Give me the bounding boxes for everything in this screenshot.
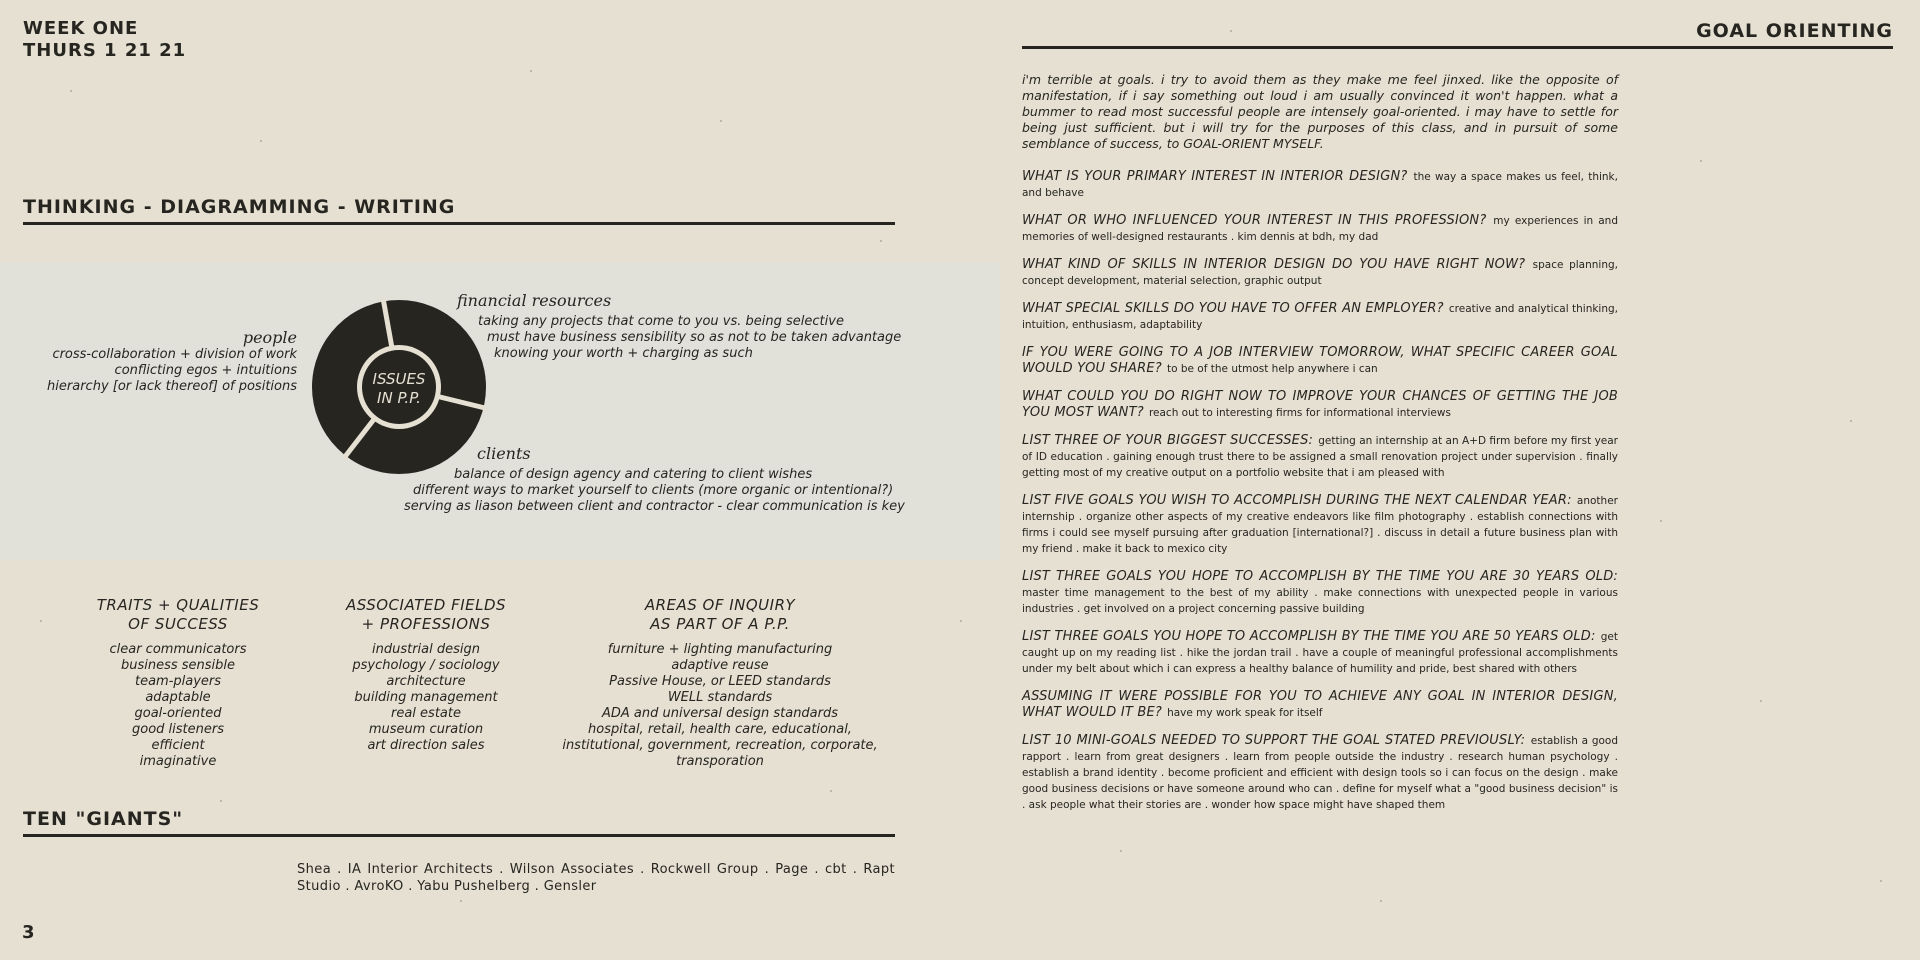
question: WHAT KIND OF SKILLS IN INTERIOR DESIGN DO YOU HAVE RIGHT NOW? — [1022, 257, 1526, 272]
answer: establish a good rapport . learn from great designers . learn from people outside the industry . research human psychology . establish a brand identity . become proficient and efficient with design tools so i can focus on the design . make good business decisions or have someone around who can . define for myself what a "good business decision" is . ask people what their stories are . wonder how space might have shaped them — [1022, 735, 1618, 811]
column-traits-title-2: OF SUCCESS — [128, 615, 228, 633]
list-item: good listeners — [132, 722, 224, 737]
goal-orienting-content — [1022, 72, 1618, 824]
people-group — [47, 328, 297, 395]
qa-item — [1022, 344, 1618, 376]
clients-heading: clients — [477, 444, 531, 463]
list-item: WELL standards — [667, 690, 773, 705]
list-item: efficient — [151, 738, 205, 753]
qa-item — [1022, 688, 1618, 720]
qa-item — [1022, 732, 1618, 812]
giants-text: Shea . IA Interior Architects . Wilson Associates . Rockwell Group . Page . cbt . Rapt Studio . AvroKO . Yabu Pushelberg . Gensler — [297, 862, 895, 894]
list-item: hospital, retail, health care, educational, — [588, 722, 852, 737]
list-item: team-players — [134, 674, 222, 689]
question: ASSUMING IT WERE POSSIBLE FOR YOU TO ACHIEVE ANY GOAL IN INTERIOR DESIGN, WHAT WOULD IT BE? — [1022, 689, 1618, 720]
qa-item — [1022, 168, 1618, 200]
financial-line-2: must have business sensibility so as not to be taken advantage — [487, 330, 902, 345]
list-item: architecture — [386, 674, 466, 689]
qa-item — [1022, 432, 1618, 480]
clients-line-1: balance of design agency and catering to client wishes — [454, 467, 813, 482]
donut-center-line2: IN P.P. — [377, 389, 421, 407]
clients-line-2: different ways to market yourself to clients (more organic or intentional?) — [413, 483, 894, 498]
question: WHAT OR WHO INFLUENCED YOUR INTEREST IN THIS PROFESSION? — [1022, 213, 1487, 228]
goal-orienting-rule — [1022, 46, 1893, 49]
list-item: museum curation — [368, 722, 484, 737]
list-item: Passive House, or LEED standards — [609, 674, 831, 689]
column-fields-title-2: + PROFESSIONS — [361, 615, 491, 633]
donut-center-line1: ISSUES — [372, 370, 426, 388]
answer: another internship . organize other aspects of my creative endeavors like film photography . establish connections with firms i could see myself pursuing after graduation [international?] . discuss in detail a future business plan with my friend . make it back to mexico city — [1022, 495, 1618, 555]
question: LIST THREE GOALS YOU HOPE TO ACCOMPLISH BY THE TIME YOU ARE 30 YEARS OLD: — [1022, 569, 1618, 584]
column-fields-title — [326, 596, 526, 634]
question: WHAT COULD YOU DO RIGHT NOW TO IMPROVE YOUR CHANCES OF GETTING THE JOB YOU MOST WANT? — [1022, 389, 1618, 420]
qa-item — [1022, 492, 1618, 556]
answer: getting an internship at an A+D firm before my first year of ID education . gaining enough trust there to be assigned a small renovation project under supervision . finally getting most of my creative output on a portfolio website that i am pleased with — [1022, 435, 1618, 479]
section-title: THINKING - DIAGRAMMING - WRITING — [23, 196, 456, 218]
week-text: WEEK ONE — [23, 18, 139, 39]
list-item: institutional, government, recreation, corporate, — [562, 738, 878, 753]
column-traits — [78, 596, 278, 770]
question: WHAT IS YOUR PRIMARY INTEREST IN INTERIOR DESIGN? — [1022, 169, 1408, 184]
column-inquiry-list — [560, 642, 880, 770]
list-item: real estate — [391, 706, 461, 721]
list-item: art direction sales — [367, 738, 485, 753]
column-inquiry-title — [560, 596, 880, 634]
column-inquiry — [560, 596, 880, 770]
issues-donut-diagram — [308, 296, 490, 478]
question: IF YOU WERE GOING TO A JOB INTERVIEW TOMORROW, WHAT SPECIFIC CAREER GOAL WOULD YOU SHARE? — [1022, 345, 1618, 376]
people-heading: people — [242, 328, 297, 347]
intro-paragraph: i'm terrible at goals. i try to avoid them as they make me feel jinxed. like the opposite of manifestation, if i say something out loud i am usually convinced it won't happen. what a bummer to read most successful people are intensely goal-oriented. i may have to settle for being just sufficient. but i will try for the purposes of this class, and in pursuit of some semblance of success, to GOAL-ORIENT MYSELF. — [1022, 72, 1618, 151]
column-fields-list — [326, 642, 526, 754]
answer: creative and analytical thinking, intuition, enthusiasm, adaptability — [1022, 303, 1618, 331]
column-traits-title — [78, 596, 278, 634]
list-item: furniture + lighting manufacturing — [607, 642, 833, 657]
list-item: adaptable — [145, 690, 211, 705]
list-item: adaptive reuse — [671, 658, 769, 673]
list-item: business sensible — [120, 658, 236, 673]
list-item: ADA and universal design standards — [601, 706, 839, 721]
giants-rule — [23, 834, 895, 837]
people-line-2: conflicting egos + intuitions — [114, 363, 297, 378]
column-fields — [326, 596, 526, 754]
column-fields-title-1: ASSOCIATED FIELDS — [345, 596, 507, 614]
qa-item — [1022, 388, 1618, 420]
week-label — [23, 18, 186, 62]
list-item: industrial design — [371, 642, 480, 657]
list-item: clear communicators — [109, 642, 247, 657]
goal-orienting-title: GOAL ORIENTING — [1696, 20, 1893, 42]
column-inquiry-title-1: AREAS OF INQUIRY — [644, 596, 796, 614]
financial-line-3: knowing your worth + charging as such — [494, 346, 753, 361]
answer: the way a space makes us feel, think, and behave — [1022, 171, 1618, 199]
question: LIST 10 MINI-GOALS NEEDED TO SUPPORT THE GOAL STATED PREVIOUSLY: — [1022, 733, 1526, 748]
list-item: transporation — [676, 754, 764, 769]
qa-item — [1022, 300, 1618, 332]
people-line-3: hierarchy [or lack thereof] of positions — [47, 379, 297, 394]
giants-title: TEN "GIANTS" — [23, 808, 184, 830]
qa-item — [1022, 628, 1618, 676]
qa-item — [1022, 256, 1618, 288]
column-traits-title-1: TRAITS + QUALITIES — [96, 596, 260, 614]
clients-line-3: serving as liason between client and contractor - clear communication is key — [404, 499, 905, 514]
people-line-1: cross-collaboration + division of work — [52, 347, 297, 362]
answer: space planning, concept development, material selection, graphic output — [1022, 259, 1618, 287]
question: LIST THREE OF YOUR BIGGEST SUCCESSES: — [1022, 433, 1314, 448]
list-item: imaginative — [139, 754, 217, 769]
date-text: THURS 1 21 21 — [23, 40, 187, 61]
page-number: 3 — [22, 922, 36, 943]
qa-item — [1022, 212, 1618, 244]
question: LIST THREE GOALS YOU HOPE TO ACCOMPLISH BY THE TIME YOU ARE 50 YEARS OLD: — [1022, 629, 1596, 644]
question: LIST FIVE GOALS YOU WISH TO ACCOMPLISH DURING THE NEXT CALENDAR YEAR: — [1022, 493, 1572, 508]
column-traits-list — [78, 642, 278, 770]
column-inquiry-title-2: AS PART OF A P.P. — [650, 615, 790, 633]
answer: to be of the utmost help anywhere i can — [1166, 363, 1378, 375]
list-item: goal-oriented — [134, 706, 222, 721]
financial-line-1: taking any projects that come to you vs. being selective — [478, 314, 844, 329]
list-item: building management — [354, 690, 498, 705]
answer: have my work speak for itself — [1167, 707, 1323, 719]
financial-heading: financial resources — [457, 291, 612, 310]
list-item: psychology / sociology — [352, 658, 500, 673]
question: WHAT SPECIAL SKILLS DO YOU HAVE TO OFFER AN EMPLOYER? — [1022, 301, 1444, 316]
section-rule — [23, 222, 895, 225]
answer: get caught up on my reading list . hike the jordan trail . have a couple of meaningful professional accomplishments under my belt about which i can express a healthy balance of humility and pride, best shared with others — [1022, 631, 1618, 675]
answer: master time management to the best of my ability . make connections with unexpected people in various industries . get involved on a project concerning passive building — [1022, 587, 1618, 615]
answer: reach out to interesting firms for informational interviews — [1148, 407, 1451, 419]
answer: my experiences in and memories of well-designed restaurants . kim dennis at bdh, my dad — [1022, 215, 1618, 243]
qa-item — [1022, 568, 1618, 616]
